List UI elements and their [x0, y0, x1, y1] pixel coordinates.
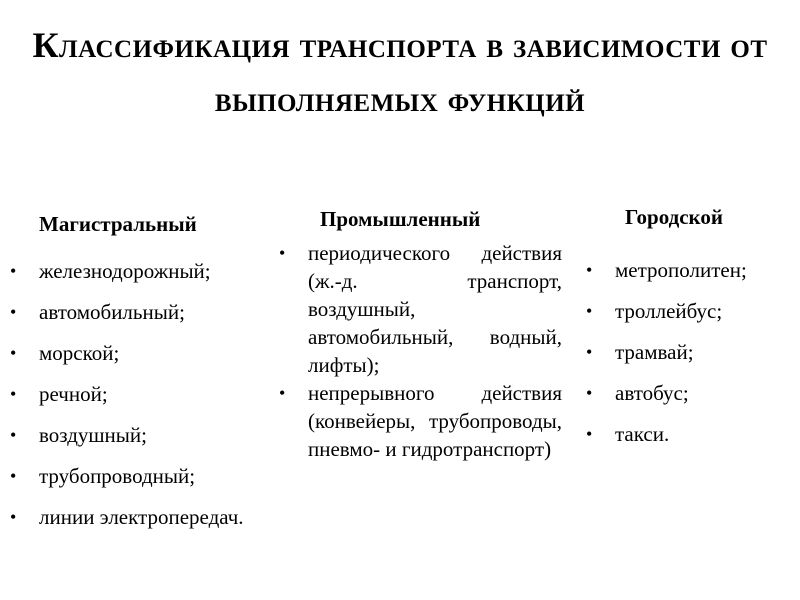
- list-item: • такси.: [615, 414, 795, 455]
- bullet-list: [39, 251, 269, 538]
- list-item: • воздушный;: [39, 415, 269, 456]
- list-item: • железнодорожный;: [39, 251, 269, 292]
- list-item: • непрерывного действия (конвейеры, трубопроводы, пневмо- и гидротранспорт): [308, 379, 562, 463]
- slide-title: Классификация транспорта в зависимости от выполняемых функций: [32, 25, 768, 119]
- column-heading: Промышленный: [320, 207, 481, 231]
- list-item: • автомобильный;: [39, 292, 269, 333]
- list-item: • линии электропередач.: [39, 497, 269, 538]
- bullet-list: [615, 250, 795, 455]
- list-item: • трамвай;: [615, 332, 795, 373]
- list-item: • периодического действия (ж.-д. транспорт, воздушный, автомобильный, водный, лифты);: [308, 239, 562, 379]
- list-item: • морской;: [39, 333, 269, 374]
- list-item: • трубопроводный;: [39, 456, 269, 497]
- column-heading: Магистральный: [39, 212, 197, 236]
- list-item: • автобус;: [615, 373, 795, 414]
- bullet-list: [308, 239, 562, 463]
- list-item: • речной;: [39, 374, 269, 415]
- list-item: • троллейбус;: [615, 291, 795, 332]
- column-heading: Городской: [625, 205, 723, 229]
- list-item: • метрополитен;: [615, 250, 795, 291]
